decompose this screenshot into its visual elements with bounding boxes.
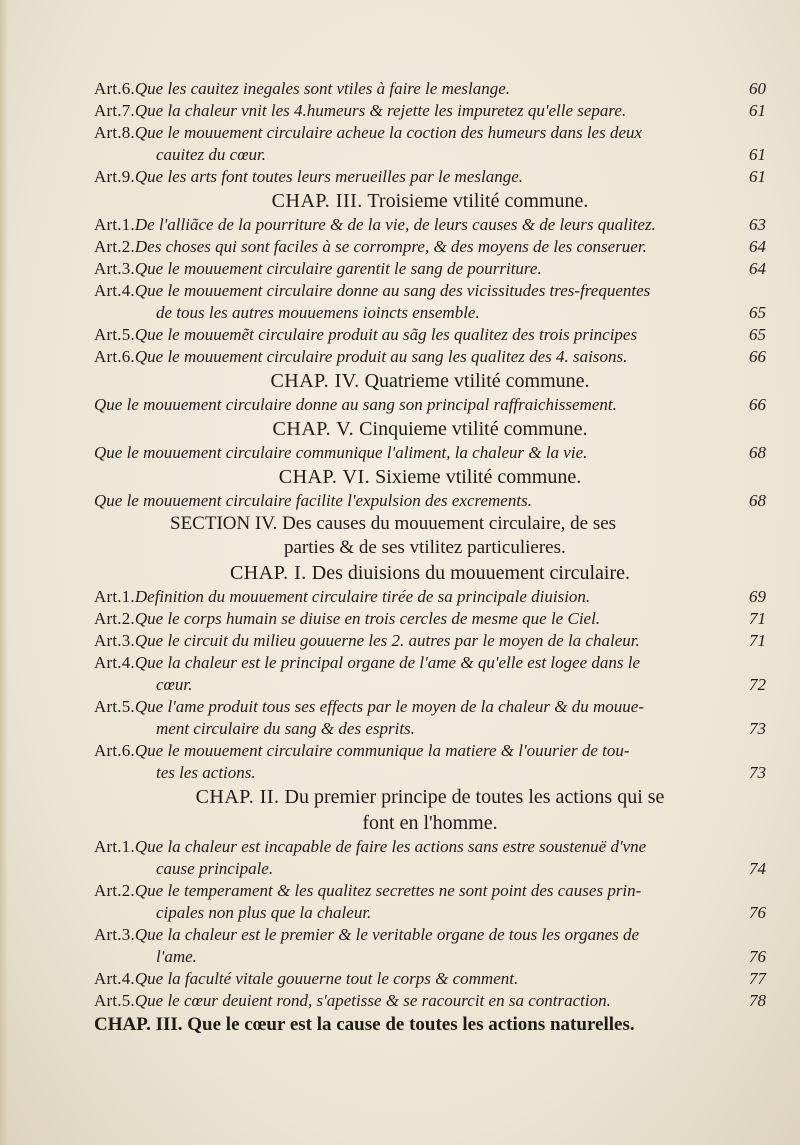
chapter-heading-6 — [94, 464, 766, 490]
chapter-title: Sixieme vtilité commune. — [375, 466, 582, 488]
entry-text: Que le mouuement circulaire communique l'aliment, la chaleur & la vie. — [94, 443, 588, 462]
article-number: Art.9. — [94, 167, 135, 186]
article-number: Art.6. — [94, 741, 135, 760]
entry-text: Que les arts font toutes leurs merueilles par le meslange. — [134, 167, 523, 186]
entry-page: 64 — [749, 237, 766, 256]
toc-entry — [94, 858, 766, 880]
entry-text: cœur. — [156, 675, 193, 694]
chapter-label: CHAP. VI. — [278, 466, 371, 488]
chapter-title: Quatrieme vtilité commune. — [364, 370, 590, 392]
section-label: SECTION IV. — [170, 513, 278, 534]
article-number: Art.2. — [94, 881, 135, 900]
entry-text: Que le cœur deuient rond, s'apetisse & se racourcit en sa contraction. — [134, 991, 611, 1010]
chapter-heading-1 — [94, 560, 766, 586]
entry-text: l'ame. — [156, 947, 197, 966]
entry-text: Que le mouuement circulaire facilite l'expulsion des excrements. — [94, 491, 532, 510]
entry-text: Que le mouuement circulaire produit au sang les qualitez des 4. saisons. — [134, 347, 628, 366]
entry-text: ment circulaire du sang & des esprits. — [156, 719, 415, 738]
entry-page: 61 — [749, 101, 766, 120]
article-number: Art.4. — [94, 969, 135, 988]
section-heading — [94, 512, 766, 536]
article-number: Art.2. — [94, 237, 135, 256]
entries-group-f — [94, 586, 766, 784]
chapter-title: Troisieme vtilité commune. — [367, 190, 589, 212]
toc-entry — [94, 100, 766, 122]
toc-entry — [94, 280, 766, 302]
entries-group-b — [94, 214, 766, 368]
article-number: Art.6. — [94, 79, 135, 98]
chapter-label: CHAP. IV. — [270, 370, 360, 392]
toc-entry — [94, 442, 766, 464]
article-number: Art.5. — [94, 697, 135, 716]
chapter-heading-4 — [94, 368, 766, 394]
section-title-line1: Des causes du mouuement circulaire, de ses — [282, 513, 617, 534]
entry-text: tes les actions. — [156, 763, 256, 782]
entry-page: 60 — [749, 79, 766, 98]
entry-page: 61 — [749, 167, 766, 186]
entry-page: 71 — [749, 631, 766, 650]
section-title-cont — [94, 536, 766, 560]
entries-group-a — [94, 78, 766, 188]
entry-text: Que le mouuement circulaire donne au sang des vicissitudes tres-frequentes — [134, 281, 651, 300]
entry-page: 61 — [749, 145, 766, 164]
entry-page: 64 — [749, 259, 766, 278]
article-number: Art.5. — [94, 325, 135, 344]
chapter-heading-5 — [94, 416, 766, 442]
chapter-label: CHAP. III. — [94, 1014, 183, 1035]
section-title-line2: parties & de ses vtilitez particulieres. — [284, 537, 566, 558]
chapter-title: Cinquieme vtilité commune. — [359, 418, 588, 440]
toc-entry — [94, 144, 766, 166]
chapter-title: Des diuisions du mouuement circulaire. — [311, 562, 631, 584]
entry-text: Que la chaleur est incapable de faire les actions sans estre soustenuë d'vne — [134, 837, 647, 856]
article-number: Art.3. — [94, 631, 135, 650]
entry-text: cauitez du cœur. — [156, 145, 267, 164]
entry-text: Que le corps humain se diuise en trois cercles de mesme que le Ciel. — [134, 609, 601, 628]
toc-entry — [94, 924, 766, 946]
toc-entry — [94, 674, 766, 696]
entry-page: 74 — [749, 859, 766, 878]
page-edge — [0, 0, 8, 1145]
toc-entry — [94, 586, 766, 608]
entry-text: Des choses qui sont faciles à se corrompre, & des moyens de les conseruer. — [134, 237, 647, 256]
article-number: Art.1. — [94, 215, 135, 234]
entry-text: Definition du mouuement circulaire tirée de sa principale diuision. — [134, 587, 591, 606]
toc-entry — [94, 78, 766, 100]
entry-page: 78 — [749, 991, 766, 1010]
entry-page: 71 — [749, 609, 766, 628]
entry-page: 72 — [749, 675, 766, 694]
toc-entry — [94, 718, 766, 740]
entry-text: Que la chaleur est le premier & le veritable organe de tous les organes de — [134, 925, 640, 944]
chapter-title: Que le cœur est la cause de toutes les actions naturelles. — [187, 1014, 635, 1035]
toc-entry — [94, 324, 766, 346]
toc-entry — [94, 214, 766, 236]
entry-page: 73 — [749, 763, 766, 782]
entry-page: 68 — [749, 491, 766, 510]
toc-entry — [94, 652, 766, 674]
entry-page: 63 — [749, 215, 766, 234]
entry-page: 65 — [749, 325, 766, 344]
chapter-label: CHAP. III. — [271, 190, 363, 212]
article-number: Art.3. — [94, 925, 135, 944]
toc-entry — [94, 258, 766, 280]
toc-entry — [94, 696, 766, 718]
entry-text: Que les cauitez inegales sont vtiles à faire le meslange. — [134, 79, 511, 98]
entry-text: Que la chaleur est le principal organe de l'ame & qu'elle est logee dans le — [134, 653, 641, 672]
entry-text: Que le circuit du milieu gouuerne les 2. autres par le moyen de la chaleur. — [134, 631, 640, 650]
toc-entry — [94, 302, 766, 324]
entry-text: Que la chaleur vnit les 4.humeurs & rejette les impuretez qu'elle separe. — [134, 101, 627, 120]
chapter-label: CHAP. II. — [195, 786, 280, 808]
chapter-label: CHAP. V. — [272, 418, 355, 440]
article-number: Art.1. — [94, 837, 135, 856]
toc-entry — [94, 394, 766, 416]
toc-entry — [94, 762, 766, 784]
toc-entry — [94, 630, 766, 652]
entry-page: 65 — [749, 303, 766, 322]
toc-entry — [94, 990, 766, 1012]
article-number: Art.2. — [94, 609, 135, 628]
entry-text: Que l'ame produit tous ses effects par le moyen de la chaleur & du mouue- — [134, 697, 645, 716]
article-number: Art.7. — [94, 101, 135, 120]
entry-page: 66 — [749, 347, 766, 366]
entry-text: de tous les autres mouuemens ioincts ensemble. — [156, 303, 480, 322]
toc-entry — [94, 902, 766, 924]
article-number: Art.4. — [94, 653, 135, 672]
toc-entry — [94, 946, 766, 968]
article-number: Art.6. — [94, 347, 135, 366]
toc-entry — [94, 740, 766, 762]
entry-text: cause principale. — [156, 859, 274, 878]
toc-entry — [94, 836, 766, 858]
article-number: Art.1. — [94, 587, 135, 606]
entry-page: 73 — [749, 719, 766, 738]
entry-page: 69 — [749, 587, 766, 606]
entry-page: 68 — [749, 443, 766, 462]
chapter-heading-2 — [94, 784, 766, 810]
entries-group-g — [94, 836, 766, 1012]
entry-text: Que le mouuemẽt circulaire produit au sãg les qualitez des trois principes — [134, 325, 638, 344]
entry-text: cipales non plus que la chaleur. — [156, 903, 372, 922]
entry-page: 66 — [749, 395, 766, 414]
table-of-contents — [94, 78, 766, 1038]
toc-entry — [94, 880, 766, 902]
entry-page: 76 — [749, 903, 766, 922]
toc-entry — [94, 490, 766, 512]
chapter-title-cont — [94, 810, 766, 836]
chapter-heading-final — [94, 1012, 766, 1038]
entry-text: Que le temperament & les qualitez secrettes ne sont point des causes prin- — [134, 881, 642, 900]
entry-text: Que le mouuement circulaire donne au sang son principal raffraichissement. — [94, 395, 617, 414]
chapter-title-line2: font en l'homme. — [362, 812, 498, 834]
entry-text: Que le mouuement circulaire acheue la coction des humeurs dans les deux — [134, 123, 643, 142]
article-number: Art.4. — [94, 281, 135, 300]
toc-entry — [94, 608, 766, 630]
chapter-title-line1: Du premier principe de toutes les actions qui se — [284, 786, 665, 808]
toc-entry — [94, 346, 766, 368]
entry-text: De l'alliãce de la pourriture & de la vie, de leurs causes & de leurs qualitez. — [134, 215, 656, 234]
entry-page: 77 — [749, 969, 766, 988]
article-number: Art.3. — [94, 259, 135, 278]
toc-entry — [94, 122, 766, 144]
entry-text: Que la faculté vitale gouuerne tout le corps & comment. — [134, 969, 519, 988]
chapter-heading-3 — [94, 188, 766, 214]
toc-entry — [94, 968, 766, 990]
toc-entry — [94, 166, 766, 188]
entry-text: Que le mouuement circulaire garentit le sang de pourriture. — [134, 259, 542, 278]
toc-entry — [94, 236, 766, 258]
chapter-label: CHAP. I. — [229, 562, 307, 584]
entry-text: Que le mouuement circulaire communique la matiere & l'ouurier de tou- — [134, 741, 630, 760]
article-number: Art.5. — [94, 991, 135, 1010]
entry-page: 76 — [749, 947, 766, 966]
article-number: Art.8. — [94, 123, 135, 142]
